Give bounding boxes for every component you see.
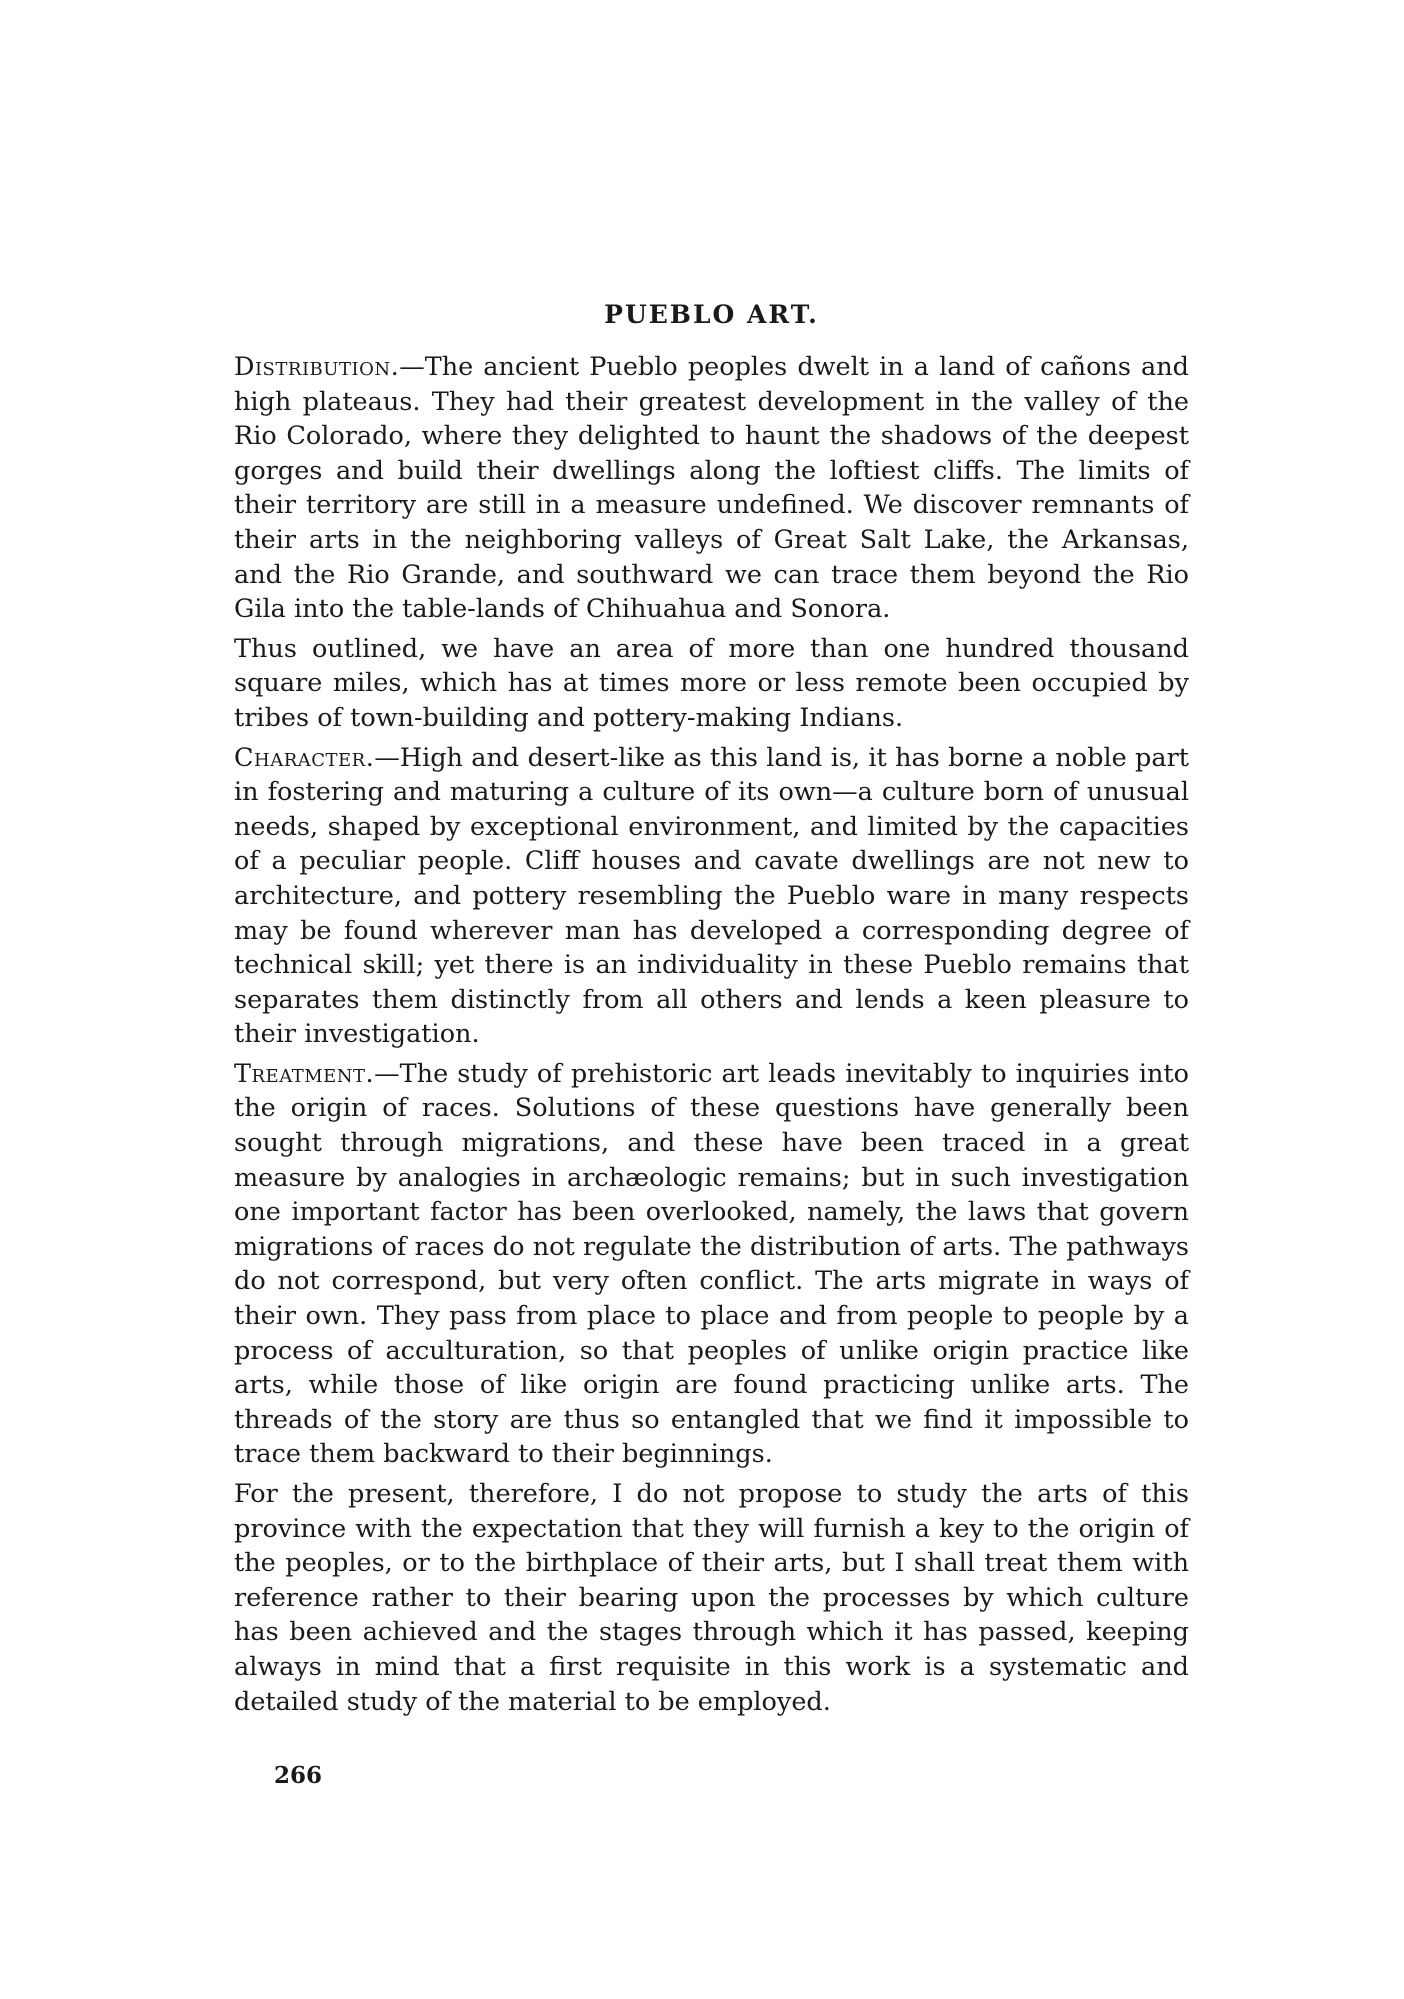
paragraph-text: Thus outlined, we have an area of more than one hundred thousand square miles, which has at times more or less remote been occupied by tribes of town-building and pottery-making Indians. — [234, 633, 1189, 733]
paragraph-text: —The ancient Pueblo peoples dwelt in a land of cañons and high plateaus. They had their greatest development in the valley of the Rio Colorado, where they delighted to haunt the shadows of the deepest gorges and build their dwellings along the loftiest cliffs. The limits of their territory are still in a measure undefined. We discover remnants of their arts in the neighboring valleys of Great Salt Lake, the Arkansas, and the Rio Grande, and southward we can trace them beyond the Rio Gila into the table-lands of Chihuahua and Sonora. — [234, 352, 1189, 625]
paragraph-outline — [234, 632, 1189, 736]
section-heading-distribution: Distribution. — [234, 352, 400, 382]
paragraph-text: For the present, therefore, I do not propose to study the arts of this province with the expectation that they will furnish a key to the origin of the peoples, or to the birthplace of their arts, but I shall treat them with reference rather to their bearing upon the processes by which culture has been achieved and the stages through which it has passed, keeping always in mind that a first requisite in this work is a systematic and detailed study of the material to be employed. — [234, 1479, 1189, 1717]
page-body — [234, 300, 1189, 1724]
paragraph-treatment — [234, 1057, 1189, 1472]
paragraph-text: —The study of prehistoric art leads inevitably to inquiries into the origin of races. Solutions of these questions have generally been sought through migrations, and these have been traced in a great measure by analogies in archæologic remains; but in such investigation one important factor has been overlooked, namely, the laws that govern migrations of races do not regulate the distribution of arts. The pathways do not correspond, but very often conflict. The arts migrate in ways of their own. They pass from place to place and from people to people by a process of acculturation, so that peoples of unlike origin practice like arts, while those of like origin are found practicing unlike arts. The threads of the story are thus so entangled that we find it impossible to trace them backward to their beginnings. — [234, 1058, 1189, 1470]
page-title: PUEBLO ART. — [604, 300, 819, 329]
paragraph-text: —High and desert-like as this land is, it has borne a noble part in fostering and maturing a culture of its own—a culture born of unusual needs, shaped by exceptional environment, and limited by the capacities of a peculiar people. Cliff houses and cavate dwellings are not new to architecture, and pottery resembling the Pueblo ware in many respects may be found wherever man has developed a corresponding degree of technical skill; yet there is an individuality in these Pueblo remains that separates them distinctly from all others and lends a keen pleasure to their investigation. — [234, 742, 1189, 1050]
paragraph-present — [234, 1477, 1189, 1719]
section-heading-character: Character. — [234, 742, 375, 773]
paragraph-distribution — [234, 350, 1189, 627]
section-heading-treatment: Treatment. — [234, 1058, 375, 1089]
page-number: 266 — [274, 1762, 323, 1789]
paragraph-character — [234, 741, 1189, 1052]
